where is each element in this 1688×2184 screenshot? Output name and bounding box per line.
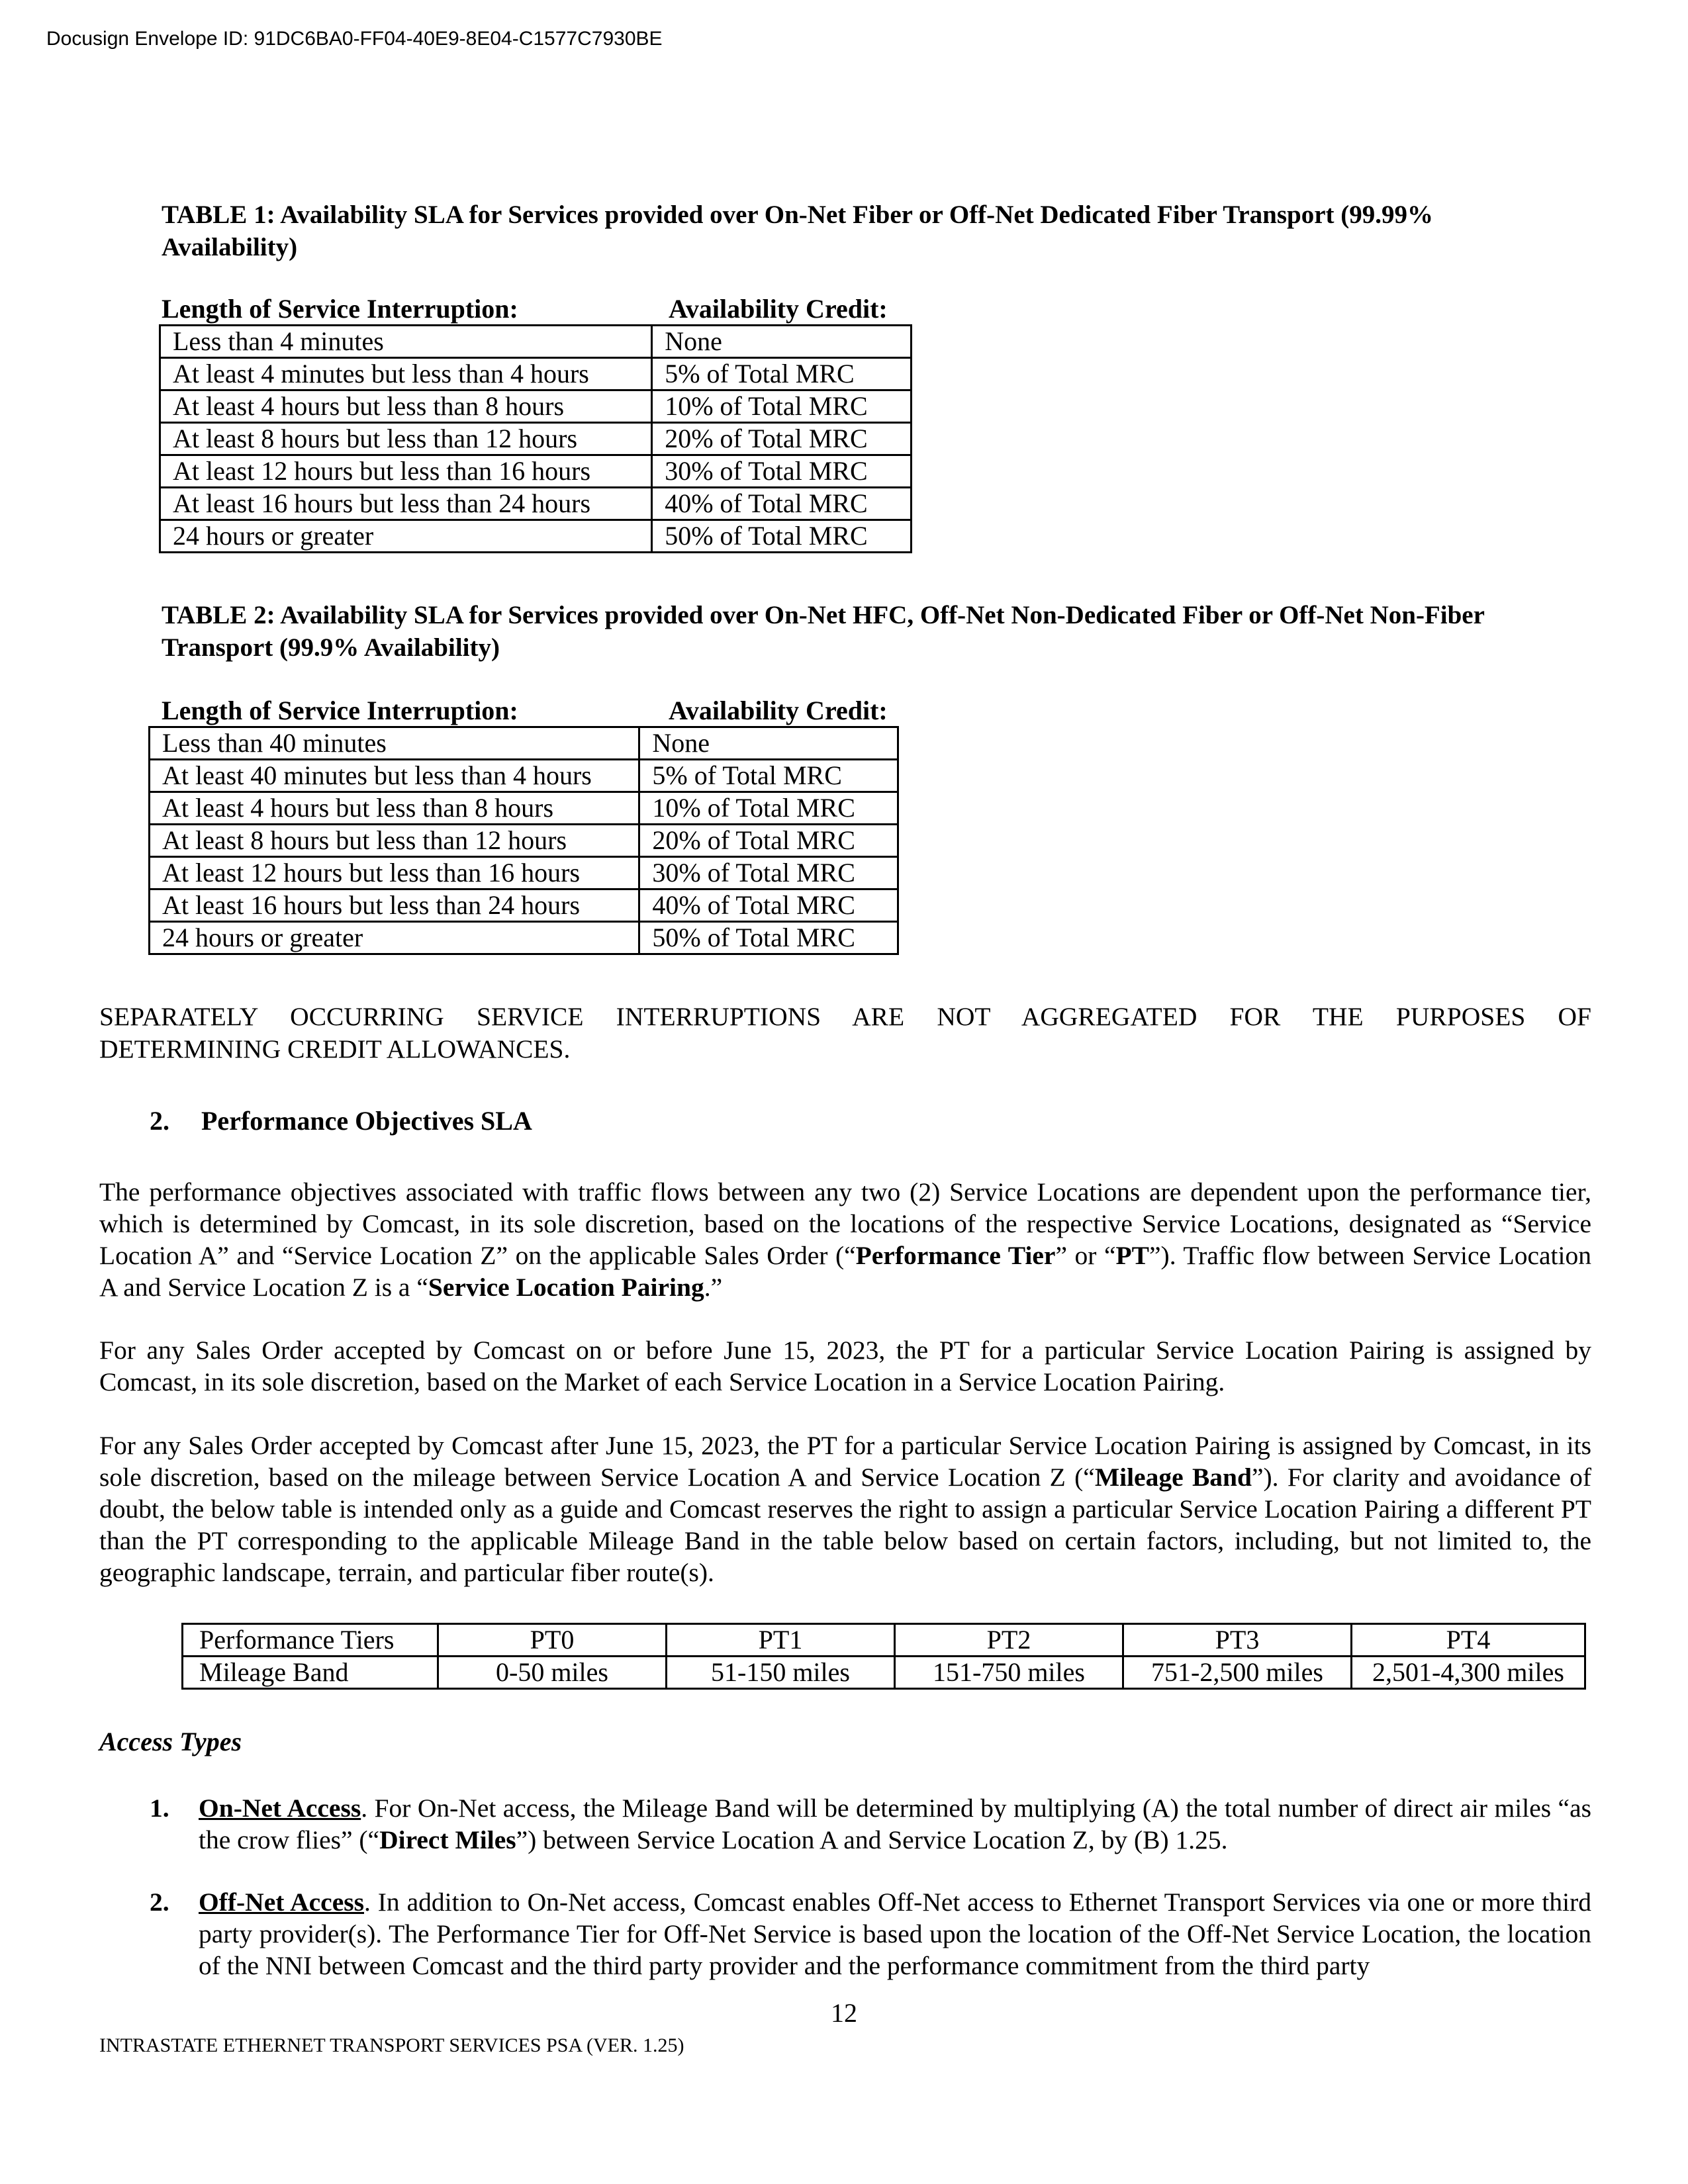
- on-net-access-term: On-Net Access: [199, 1794, 361, 1823]
- credit-cell: 10% of Total MRC: [652, 390, 912, 423]
- text: For any Sales Order accepted by Comcast after June 15, 2023, the PT for a particular Service Location Pairing is assigned by Comcast, in its sole discretion, based on the mileage between Service Location A and Service Location Z (“: [99, 1431, 1591, 1492]
- table-row: [160, 326, 912, 358]
- table-cell: Mileage Band: [183, 1657, 438, 1689]
- credit-cell: 30% of Total MRC: [639, 857, 898, 889]
- credit-cell: None: [652, 326, 912, 358]
- list-item-on-net-access: [150, 1792, 1591, 1856]
- table-row: [160, 488, 912, 520]
- table-cell: 151-750 miles: [895, 1657, 1123, 1689]
- table-row: [150, 792, 898, 825]
- interruption-cell: Less than 40 minutes: [150, 727, 639, 760]
- text: . For On-Net access, the Mileage Band will be determined by multiplying (A) the total number of direct air miles “as the crow flies” (“: [199, 1794, 1591, 1854]
- text: ”). For clarity and avoidance of doubt, the below table is intended only as a guide and Comcast reserves the right to assign a particular Service Location Pairing a different PT than the PT corresponding to the applicable Mileage Band in the table below based on certain factors, including, but not limited to, the geographic landscape, terrain, and particular fiber route(s).: [99, 1463, 1591, 1587]
- table-row: [183, 1657, 1585, 1689]
- list-number: 2.: [150, 1888, 169, 1917]
- section-title: Performance Objectives SLA: [201, 1106, 532, 1136]
- text: . In addition to On-Net access, Comcast enables Off-Net access to Ethernet Transport Services via one or more third party provider(s). The Performance Tier for Off-Net Service is based upon the location of the Off-Net Service Location, the location of the NNI between Comcast and the third party provider and the performance commitment from the third party: [199, 1888, 1592, 1980]
- table-cell: PT1: [667, 1624, 895, 1657]
- table-row: [150, 825, 898, 857]
- interruption-cell: At least 8 hours but less than 12 hours: [150, 825, 639, 857]
- interruption-cell: At least 40 minutes but less than 4 hours: [150, 760, 639, 792]
- aggregation-notice: [99, 1001, 1591, 1066]
- interruption-cell: At least 12 hours but less than 16 hours: [160, 455, 652, 488]
- envelope-id: Docusign Envelope ID: 91DC6BA0-FF04-40E9-8E04-C1577C7930BE: [46, 28, 663, 50]
- performance-tier-table: [181, 1623, 1586, 1690]
- access-types-heading: Access Types: [99, 1727, 242, 1756]
- aggregation-notice-line1: SEPARATELY OCCURRING SERVICE INTERRUPTIONS ARE NOT AGGREGATED FOR THE PURPOSES OF: [99, 1002, 1591, 1031]
- text: ” or “: [1055, 1241, 1116, 1270]
- table-row: [150, 727, 898, 760]
- table-cell: Performance Tiers: [183, 1624, 438, 1657]
- credit-cell: 5% of Total MRC: [639, 760, 898, 792]
- table2-title: TABLE 2: Availability SLA for Services provided over On-Net HFC, Off-Net Non-Dedicated Fiber or Off-Net Non-Fiber Transport (99.9% Availability): [162, 601, 1485, 662]
- table-row: [150, 889, 898, 922]
- page-number: 12: [831, 1998, 857, 2028]
- interruption-cell: At least 4 hours but less than 8 hours: [160, 390, 652, 423]
- credit-cell: 50% of Total MRC: [639, 922, 898, 954]
- interruption-cell: At least 12 hours but less than 16 hours: [150, 857, 639, 889]
- table-cell: 2,501-4,300 miles: [1352, 1657, 1585, 1689]
- table-cell: PT3: [1123, 1624, 1352, 1657]
- section-heading: [150, 1105, 532, 1136]
- paragraph-before-date: For any Sales Order accepted by Comcast on or before June 15, 2023, the PT for a particular Service Location Pairing is assigned by Comcast, in its sole discretion, based on the Market of each Service Location in a Service Location Pairing.: [99, 1336, 1591, 1396]
- table-cell: 51-150 miles: [667, 1657, 895, 1689]
- table-row: [150, 760, 898, 792]
- credit-cell: 20% of Total MRC: [639, 825, 898, 857]
- text: ”) between Service Location A and Service Location Z, by (B) 1.25.: [516, 1825, 1228, 1854]
- table-row: [160, 390, 912, 423]
- table-row: [150, 857, 898, 889]
- table-cell: 0-50 miles: [438, 1657, 667, 1689]
- section-number: 2.: [150, 1106, 169, 1136]
- table-row: [160, 423, 912, 455]
- table-row: [160, 455, 912, 488]
- table2-col1-header: Length of Service Interruption:: [162, 696, 518, 725]
- table-row: [160, 358, 912, 390]
- interruption-cell: At least 8 hours but less than 12 hours: [160, 423, 652, 455]
- table-cell: 751-2,500 miles: [1123, 1657, 1352, 1689]
- table1-title: TABLE 1: Availability SLA for Services provided over On-Net Fiber or Off-Net Dedicated Fiber Transport (99.99% Availability): [162, 201, 1433, 261]
- credit-cell: 40% of Total MRC: [639, 889, 898, 922]
- table-cell: PT2: [895, 1624, 1123, 1657]
- table1: [159, 324, 912, 553]
- interruption-cell: 24 hours or greater: [160, 520, 652, 553]
- text: ”). Traffic flow between Service Location A and Service Location Z is a “: [99, 1241, 1591, 1302]
- defined-term: Direct Miles: [379, 1825, 516, 1854]
- credit-cell: 20% of Total MRC: [652, 423, 912, 455]
- table-row: [150, 922, 898, 954]
- aggregation-notice-line2: DETERMINING CREDIT ALLOWANCES.: [99, 1034, 571, 1064]
- table-cell: PT4: [1352, 1624, 1585, 1657]
- credit-cell: 10% of Total MRC: [639, 792, 898, 825]
- page-footer: INTRASTATE ETHERNET TRANSPORT SERVICES PSA (VER. 1.25): [99, 2034, 684, 2056]
- paragraph-performance-tier: [99, 1176, 1591, 1303]
- interruption-cell: At least 16 hours but less than 24 hours: [150, 889, 639, 922]
- defined-term: Service Location Pairing: [428, 1273, 704, 1302]
- table1-col2-header: Availability Credit:: [669, 294, 888, 324]
- defined-term: Mileage Band: [1094, 1463, 1252, 1492]
- table-row: [183, 1624, 1585, 1657]
- defined-term: Performance Tier: [855, 1241, 1056, 1270]
- credit-cell: None: [639, 727, 898, 760]
- credit-cell: 5% of Total MRC: [652, 358, 912, 390]
- list-number: 1.: [150, 1794, 169, 1823]
- credit-cell: 40% of Total MRC: [652, 488, 912, 520]
- list-item-off-net-access: [150, 1886, 1591, 1981]
- table-cell: PT0: [438, 1624, 667, 1657]
- paragraph-after-date: [99, 1430, 1591, 1588]
- credit-cell: 30% of Total MRC: [652, 455, 912, 488]
- text: The performance objectives associated with traffic flows between any two (2) Service Locations are dependent upon the performance tier, which is determined by Comcast, in its sole discretion, based on the locations of the respective Service Locations, designated as “Service Location A” and “Service Location Z” on the applicable Sales Order (“: [99, 1177, 1591, 1270]
- table-row: [160, 520, 912, 553]
- interruption-cell: At least 4 hours but less than 8 hours: [150, 792, 639, 825]
- interruption-cell: At least 16 hours but less than 24 hours: [160, 488, 652, 520]
- text: .”: [704, 1273, 723, 1302]
- table2: [148, 726, 899, 955]
- defined-term: PT: [1115, 1241, 1150, 1270]
- interruption-cell: At least 4 minutes but less than 4 hours: [160, 358, 652, 390]
- table2-col2-header: Availability Credit:: [669, 696, 888, 725]
- off-net-access-term: Off-Net Access: [199, 1888, 364, 1917]
- credit-cell: 50% of Total MRC: [652, 520, 912, 553]
- interruption-cell: Less than 4 minutes: [160, 326, 652, 358]
- interruption-cell: 24 hours or greater: [150, 922, 639, 954]
- table1-col1-header: Length of Service Interruption:: [162, 294, 518, 324]
